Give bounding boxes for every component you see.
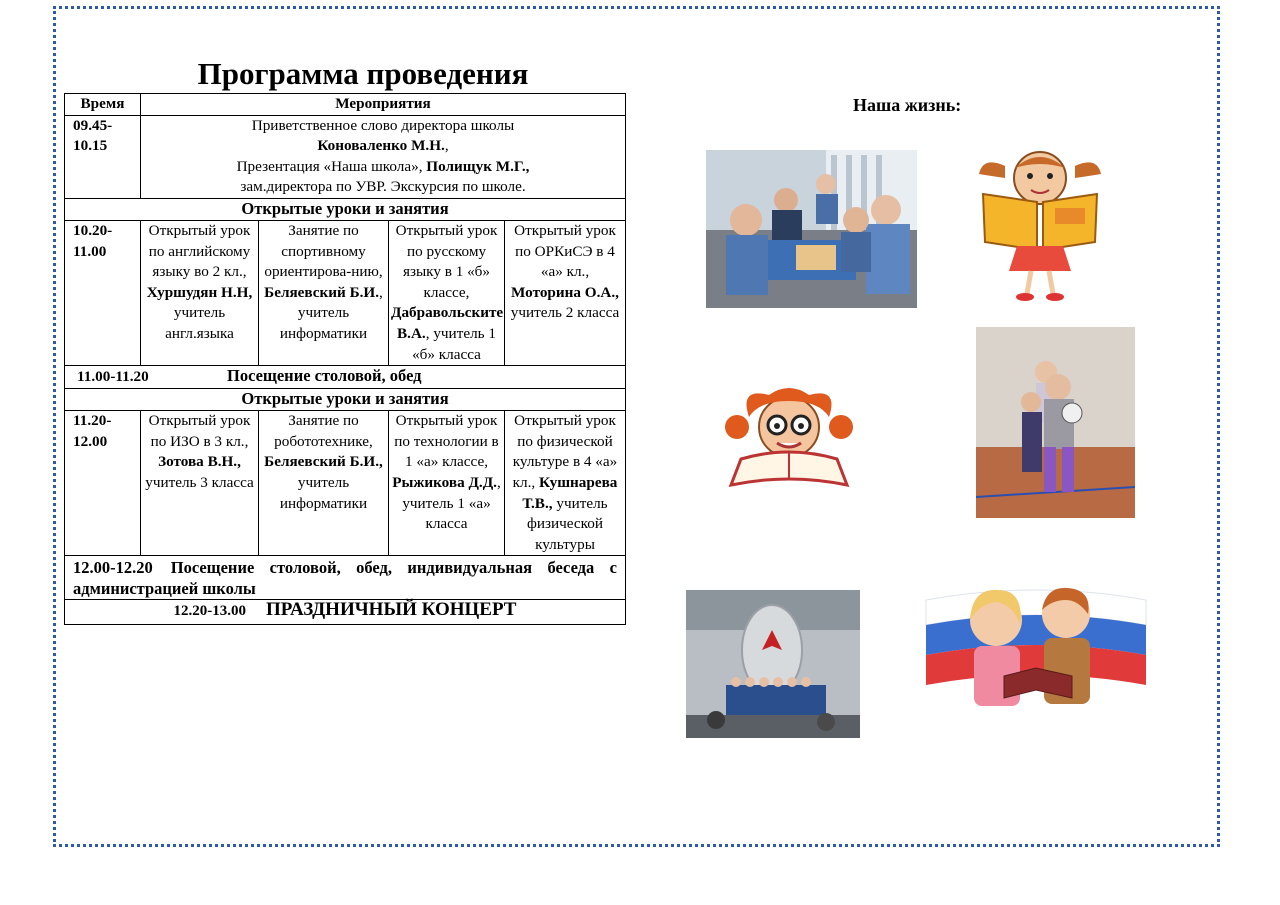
header-events: Мероприятия	[141, 94, 626, 116]
time-cell: 10.20- 11.00	[65, 220, 141, 365]
opening-events: Приветственное слово директора школы Коноваленко М.Н., Презентация «Наша школа», Полищук М.Г., зам.директора по УВР. Экскурсия по школе.	[141, 115, 626, 198]
time-cell: 11.20- 12.00	[65, 411, 141, 556]
lunch-row: 12.00-12.20 Посещение столовой, обед, индивидуальная беседа с администрацией школы	[65, 556, 626, 600]
girl-reading-illustration	[975, 146, 1105, 304]
lesson-cell: Открытый урок по русскому языку в 1 «б» классе, Дабравольските В.А., учитель 1 «б» класса	[389, 220, 505, 365]
lesson-cell: Открытый урок по физической культуре в 4 «а» кл., Кушнарева Т.В., учитель физической культуры	[505, 411, 626, 556]
table-row-opening	[65, 115, 626, 198]
section-heading: Открытые уроки и занятия	[65, 389, 626, 411]
lesson-cell: Открытый урок по технологии в 1 «а» классе, Рыжикова Д.Д., учитель 1 «а» класса	[389, 411, 505, 556]
classroom-photo	[706, 150, 917, 308]
table-row-lunch-1	[65, 366, 626, 389]
finale-row: 12.20-13.00 ПРАЗДНИЧНЫЙ КОНЦЕРТ	[65, 600, 626, 625]
table-header	[65, 94, 626, 116]
lesson-cell: Открытый урок по ОРКиСЭ в 4 «а» кл., Моторина О.А., учитель 2 класса	[505, 220, 626, 365]
gym-photo	[976, 327, 1135, 518]
table-row-finale	[65, 600, 626, 625]
children-flag-illustration	[916, 580, 1154, 725]
section-heading: Открытые уроки и занятия	[65, 198, 626, 220]
table-row-lessons-2	[65, 411, 626, 556]
lesson-cell: Занятие по робототехнике, Беляевский Б.И., учитель информатики	[259, 411, 389, 556]
lesson-cell: Открытый урок по ИЗО в 3 кл., Зотова В.Н., учитель 3 класса	[141, 411, 259, 556]
girl-glasses-illustration	[719, 387, 859, 490]
page-title: Программа проведения	[197, 56, 529, 91]
table-row-lunch-2	[65, 556, 626, 600]
lesson-cell: Занятие по спортивному ориентирова-нию, Беляевский Б.И., учитель информатики	[259, 220, 389, 365]
excursion-photo	[686, 590, 860, 738]
lesson-cell: Открытый урок по английскому языку во 2 кл., Хуршудян Н.Н, учитель англ.языка	[141, 220, 259, 365]
side-title: Наша жизнь:	[853, 95, 962, 115]
header-time: Время	[65, 94, 141, 116]
program-table	[64, 93, 626, 625]
table-row-lessons-1	[65, 220, 626, 365]
time-cell: 09.45- 10.15	[65, 115, 141, 198]
lunch-row: 11.00-11.20 Посещение столовой, обед	[65, 366, 626, 389]
